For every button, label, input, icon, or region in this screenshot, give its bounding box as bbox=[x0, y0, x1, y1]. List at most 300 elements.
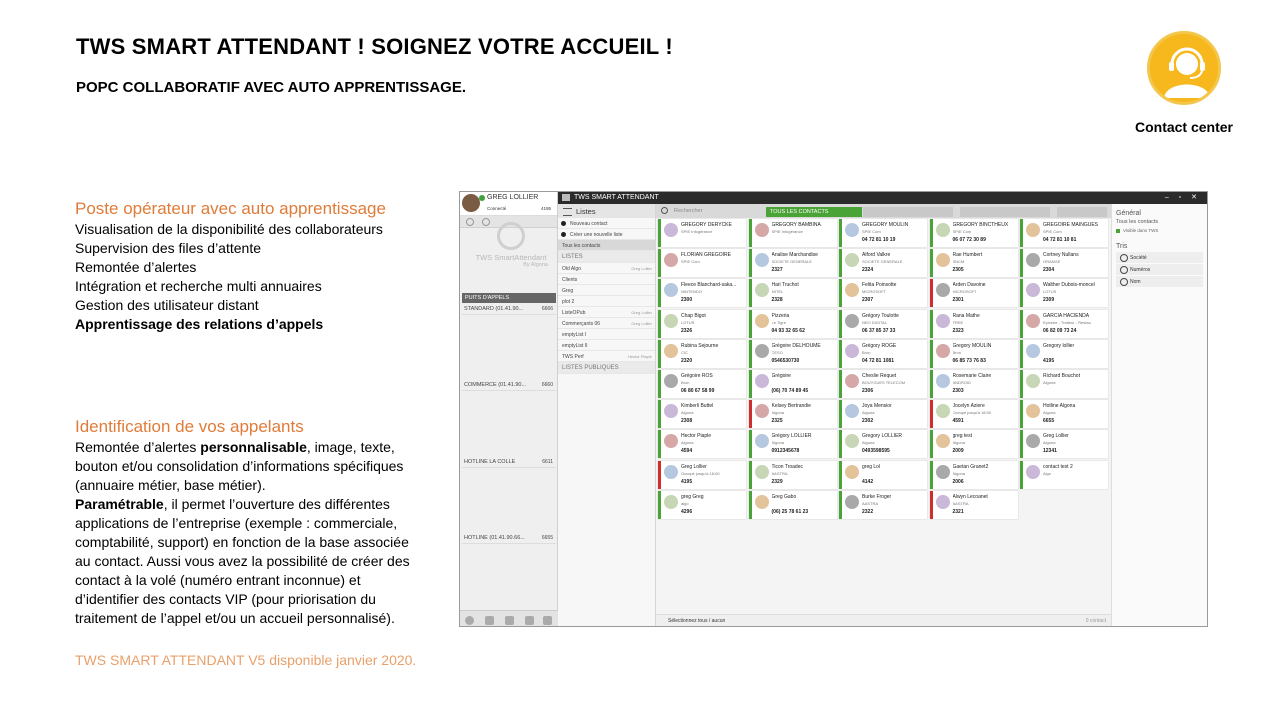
filter-chip[interactable] bbox=[960, 207, 1050, 217]
contact-name: Richard Bouchot bbox=[1043, 373, 1080, 379]
contact-name: Hector Piaple bbox=[681, 433, 712, 440]
contact-company: ORANGE bbox=[1043, 259, 1061, 265]
contact-card[interactable] bbox=[658, 430, 746, 458]
avatar bbox=[936, 434, 950, 448]
contact-number: 04 72 81 10 19 bbox=[862, 237, 896, 243]
search-icon bbox=[661, 207, 668, 214]
contact-company: ANDROID bbox=[952, 380, 971, 385]
avatar bbox=[936, 495, 950, 509]
contact-card[interactable] bbox=[1020, 219, 1108, 247]
contact-number: 06 37 85 37 33 bbox=[862, 327, 896, 334]
list-item[interactable]: Clients bbox=[558, 274, 655, 285]
contact-number: 2006 bbox=[952, 478, 964, 485]
contact-card[interactable] bbox=[839, 370, 927, 398]
user-icon[interactable] bbox=[505, 616, 514, 625]
contact-company: Epicerie - Traiteur - Restau bbox=[1043, 319, 1091, 325]
contact-number: 2302 bbox=[862, 418, 874, 425]
app-window-title: TWS SMART ATTENDANT bbox=[574, 194, 659, 201]
list-owner: Hector Piaple bbox=[627, 354, 652, 359]
contact-company: NEO DIGITAL bbox=[862, 319, 888, 325]
list-owner: Greg Lollier bbox=[631, 321, 652, 326]
contact-card[interactable] bbox=[658, 400, 746, 428]
contact-count: 0 contact bbox=[1085, 618, 1106, 624]
avatar bbox=[845, 465, 859, 479]
contact-company: CESO bbox=[771, 349, 783, 355]
contact-company: AASTRA bbox=[771, 470, 788, 476]
contact-card[interactable] bbox=[930, 491, 1018, 519]
contact-card[interactable] bbox=[749, 461, 837, 489]
list-item[interactable]: Commerçants 06 Greg Lollier bbox=[558, 318, 655, 329]
list-item[interactable]: Créer une nouvelle liste bbox=[558, 229, 655, 240]
contact-company: FREE bbox=[952, 319, 964, 325]
contact-name: Jocelyn Aziere bbox=[952, 403, 985, 410]
contact-company: CIC bbox=[681, 349, 688, 355]
contact-name: Alford Valkre bbox=[862, 252, 891, 259]
contact-company: Bron bbox=[681, 380, 690, 385]
filters-general-heading: Général bbox=[1116, 210, 1141, 217]
contact-name: FLORIAN GREGOIRE bbox=[681, 252, 732, 259]
contact-name: contact test 2 bbox=[1043, 463, 1073, 470]
sort-option[interactable]: Société bbox=[1116, 252, 1203, 263]
avatar bbox=[1026, 283, 1040, 297]
contact-company: BOUYGUES TELECOM bbox=[862, 380, 906, 385]
avatar bbox=[755, 283, 769, 297]
avatar bbox=[664, 465, 678, 479]
contact-company: NINTENDO bbox=[681, 289, 702, 295]
contact-name: greg Lol bbox=[862, 463, 881, 470]
contact-company: Algona bbox=[771, 410, 784, 416]
contact-company: AASTRA bbox=[862, 500, 879, 506]
avatar bbox=[845, 223, 859, 237]
contact-card[interactable] bbox=[930, 249, 1018, 277]
contact-number: 2306 bbox=[862, 388, 874, 394]
contact-number: 4195 bbox=[1043, 357, 1055, 364]
avatar bbox=[755, 465, 769, 479]
home-icon[interactable] bbox=[562, 194, 570, 201]
contact-company: Algona bbox=[862, 410, 875, 416]
contact-name: Kimberli Buttel bbox=[681, 403, 714, 410]
contact-name: Cortney Nullans bbox=[1043, 252, 1079, 259]
users-icon[interactable] bbox=[485, 616, 494, 625]
contact-company: MITEL bbox=[771, 289, 784, 295]
contact-card[interactable] bbox=[930, 279, 1018, 307]
contact-card[interactable] bbox=[1020, 340, 1108, 368]
contact-number: 2301 bbox=[952, 297, 964, 304]
contact-company: MICROSOFT bbox=[862, 289, 886, 295]
contact-name: GREGOIRE MAINGUES bbox=[1043, 222, 1099, 228]
avatar bbox=[1026, 404, 1040, 418]
queue-item[interactable]: COMMERCE (01.41.90... 6660 bbox=[462, 380, 556, 391]
contact-card[interactable] bbox=[658, 310, 746, 338]
contact-name: GREGORY BAMBINA bbox=[771, 222, 821, 228]
contact-company: Occupé jusqu'à 18:00 bbox=[681, 470, 720, 476]
contact-card[interactable] bbox=[839, 249, 927, 277]
contact-company: SOCIETE GENERALE bbox=[771, 259, 812, 265]
contact-card[interactable] bbox=[839, 400, 927, 428]
avatar bbox=[936, 223, 950, 237]
contact-name: Rae Humbert bbox=[952, 252, 983, 259]
contact-name: Gregory LOLLIER bbox=[862, 433, 903, 440]
contact-card[interactable] bbox=[749, 370, 837, 398]
contact-card[interactable] bbox=[1020, 461, 1108, 489]
contact-company: algo bbox=[681, 500, 689, 506]
contact-card[interactable] bbox=[839, 279, 927, 307]
filter-chip[interactable]: TOUS LES CONTACTS bbox=[766, 207, 862, 217]
sort-option[interactable]: Numéros bbox=[1116, 264, 1203, 275]
queue-item[interactable]: HOTLINE (01.41.90.66... 6655 bbox=[462, 533, 556, 544]
contact-company: Algona bbox=[952, 470, 965, 476]
section-caller-identification bbox=[75, 415, 420, 628]
contact-number: 2321 bbox=[952, 508, 964, 515]
contact-card[interactable] bbox=[839, 310, 927, 338]
contact-card[interactable] bbox=[749, 249, 837, 277]
operator-name: GREG LOLLIER bbox=[487, 194, 539, 201]
filters-all-contacts[interactable]: Tous les contacts bbox=[1116, 219, 1159, 225]
contact-card[interactable] bbox=[930, 310, 1018, 338]
brand-logo: TWS SmartAttendant By Algona bbox=[466, 222, 556, 268]
contact-name: Gregory MOULIN bbox=[952, 342, 992, 349]
contact-company: Algona bbox=[1043, 380, 1056, 385]
list-owner: Greg Lollier bbox=[631, 266, 652, 271]
contact-card[interactable] bbox=[839, 219, 927, 247]
section-heading: Poste opérateur avec auto apprentissage bbox=[75, 199, 386, 218]
contact-name: Hari Truchot bbox=[771, 282, 799, 289]
window-icon[interactable] bbox=[543, 616, 552, 625]
contact-company: Bron bbox=[862, 349, 871, 355]
contact-name: GREGORY BINCTHEUX bbox=[952, 222, 1009, 228]
contact-card[interactable] bbox=[658, 370, 746, 398]
avatar bbox=[755, 404, 769, 418]
contact-company: LOTUS bbox=[1043, 289, 1057, 295]
contact-card[interactable] bbox=[930, 400, 1018, 428]
avatar bbox=[664, 404, 678, 418]
contact-name: Walther Dubois-moncel bbox=[1043, 282, 1095, 289]
contact-number: 2307 bbox=[862, 297, 874, 304]
contact-number: 2304 bbox=[1043, 267, 1055, 274]
contact-card[interactable] bbox=[749, 491, 837, 519]
avatar bbox=[845, 404, 859, 418]
sort-option[interactable]: Nom bbox=[1116, 276, 1203, 287]
slide-subtitle: POPC COLLABORATIF AVEC AUTO APPRENTISSAGE. bbox=[76, 79, 467, 96]
queue-item[interactable]: STANDARD (01.41.90... 6666 bbox=[462, 304, 556, 315]
list-item[interactable]: TWS Perf Hector Piaple bbox=[558, 351, 655, 362]
contact-company: MICROSOFT bbox=[952, 289, 977, 295]
contact-company: Algona bbox=[862, 440, 875, 446]
contact-company: Algona bbox=[681, 410, 694, 416]
contact-company: Algona bbox=[681, 440, 694, 446]
contact-name: greg test bbox=[952, 433, 972, 440]
contact-number: 04 72 81 10 81 bbox=[1043, 237, 1077, 243]
contact-number: 06 82 09 73 24 bbox=[1043, 327, 1077, 334]
contact-company: Algona bbox=[1043, 440, 1056, 446]
contact-number: 2303 bbox=[952, 388, 964, 394]
contact-card[interactable] bbox=[930, 219, 1018, 247]
avatar bbox=[664, 314, 678, 328]
avatar bbox=[845, 434, 859, 448]
contact-number: 4142 bbox=[862, 478, 874, 485]
avatar bbox=[664, 283, 678, 297]
list-item[interactable]: emptyList I bbox=[558, 329, 655, 340]
availability-note: TWS SMART ATTENDANT V5 disponible janvier 2020. bbox=[75, 652, 417, 668]
contact-number: 06 80 67 58 99 bbox=[681, 388, 715, 394]
paragraph-parametrable: Paramétrable, il permet l’ouverture des différentes applications de l’entreprise (exemple : commerciale, comptabilité, support) en fonction de la base associée au contact. Aussi vous avez la possibilité de créer des contact à la volé (numéro entrant inconnue) et d’identifier des contacts VIP (pour priorisation du traitement de l’appel et/ou un accueil personnalisé). bbox=[75, 496, 410, 626]
avatar bbox=[664, 253, 678, 267]
avatar bbox=[755, 495, 769, 509]
avatar bbox=[462, 194, 480, 212]
avatar bbox=[664, 495, 678, 509]
avatar bbox=[664, 434, 678, 448]
contact-name: Alwyn Lecoanet bbox=[952, 493, 988, 500]
avatar bbox=[755, 434, 769, 448]
contact-card[interactable] bbox=[930, 340, 1018, 368]
filter-chip[interactable] bbox=[1057, 207, 1107, 217]
contact-number: 04 93 32 65 62 bbox=[771, 327, 805, 334]
contact-name: Grégory ROGE bbox=[862, 342, 897, 349]
contact-number: (06) 70 74 89 45 bbox=[771, 388, 809, 394]
contact-number: 4195 bbox=[681, 478, 693, 485]
contact-card[interactable] bbox=[658, 279, 746, 307]
grid-footer bbox=[656, 614, 1112, 626]
contact-number: 2329 bbox=[771, 478, 783, 485]
list-item[interactable]: emptyList II bbox=[558, 340, 655, 351]
contact-card[interactable] bbox=[749, 219, 837, 247]
contact-name: Greg Lollier bbox=[1043, 433, 1069, 440]
avatar bbox=[755, 344, 769, 358]
contact-name: Cheslie Requet bbox=[862, 373, 897, 379]
contact-company: SPIE Com bbox=[681, 259, 700, 265]
contact-name: Grégoire ROS bbox=[681, 373, 713, 379]
avatar bbox=[936, 404, 950, 418]
contact-number: 04 72 81 1081 bbox=[862, 357, 894, 364]
select-all-toggle[interactable]: Sélectionnez tous / aucun bbox=[668, 618, 726, 624]
list-item[interactable]: Greg bbox=[558, 285, 655, 296]
lists-header: Listes bbox=[558, 204, 655, 218]
avatar bbox=[845, 314, 859, 328]
operator-panel bbox=[460, 192, 558, 627]
contact-card[interactable] bbox=[1020, 370, 1108, 398]
avatar bbox=[1026, 223, 1040, 237]
feature-line: Gestion des utilisateur distant bbox=[75, 297, 259, 313]
contact-card[interactable] bbox=[1020, 249, 1108, 277]
contact-number: (06) 25 78 61 23 bbox=[771, 508, 809, 515]
avatar bbox=[1026, 314, 1040, 328]
contact-company: SPIE Com bbox=[1043, 229, 1062, 234]
contact-card[interactable] bbox=[749, 400, 837, 428]
avatar bbox=[755, 314, 769, 328]
contact-name: Grégoire bbox=[771, 373, 791, 379]
contact-card[interactable] bbox=[658, 491, 746, 519]
call-pool-header: PUITS D'APPELS bbox=[462, 293, 556, 303]
contact-company: Algona bbox=[771, 440, 784, 446]
list-owner: Greg Lollier bbox=[631, 310, 652, 315]
list-item[interactable]: Nouveau contact bbox=[558, 218, 655, 229]
contact-company: Bron bbox=[952, 349, 961, 355]
contact-name: greg Greg bbox=[681, 493, 704, 500]
avatar bbox=[936, 283, 950, 297]
avatar bbox=[845, 374, 859, 388]
list-item[interactable]: Old Algo Greg Lollier bbox=[558, 263, 655, 274]
contact-company: LOTUS bbox=[681, 319, 695, 325]
contact-card[interactable] bbox=[930, 370, 1018, 398]
contact-name: Hotline Algona bbox=[1043, 403, 1076, 410]
contact-number: 2325 bbox=[771, 418, 783, 425]
contact-number: 2300 bbox=[681, 297, 693, 304]
contact-card[interactable] bbox=[749, 310, 837, 338]
contact-card[interactable] bbox=[1020, 310, 1108, 338]
feature-line: Intégration et recherche multi annuaires bbox=[75, 278, 322, 294]
filters-panel bbox=[1111, 204, 1207, 627]
contact-number: 06 85 73 76 83 bbox=[952, 357, 986, 364]
avatar bbox=[755, 253, 769, 267]
lists-panel bbox=[558, 204, 656, 627]
contact-name: Kelsey Bertrandie bbox=[771, 403, 811, 410]
contact-card[interactable] bbox=[658, 340, 746, 368]
contacts-grid bbox=[658, 219, 1110, 579]
operator-status[interactable]: Connecté bbox=[487, 206, 507, 211]
search-input[interactable]: Rechercher bbox=[674, 208, 703, 214]
contact-name: Pizzeria bbox=[771, 312, 790, 319]
avatar bbox=[664, 344, 678, 358]
contact-company: SPIE Com bbox=[862, 229, 881, 234]
contact-company: Algona bbox=[952, 440, 965, 446]
contact-name: Chap Bigot bbox=[681, 312, 706, 319]
avatar bbox=[1026, 253, 1040, 267]
contact-company: SPIE Infogérance bbox=[681, 229, 713, 234]
contact-name: GREGORY DERYCKE bbox=[681, 222, 732, 228]
contact-company: SPIE Com bbox=[952, 229, 972, 234]
avatar bbox=[936, 465, 950, 479]
operator-footer-toolbar bbox=[460, 610, 558, 627]
contact-name: GARCIA HACIENDA bbox=[1043, 312, 1090, 319]
contact-number: 2320 bbox=[681, 357, 693, 364]
contact-number: 12341 bbox=[1043, 448, 1057, 455]
contact-number: 2323 bbox=[952, 327, 964, 334]
contact-card[interactable] bbox=[749, 340, 837, 368]
contact-card[interactable] bbox=[1020, 430, 1108, 458]
contact-card[interactable] bbox=[658, 461, 746, 489]
contact-number: 06 07 72 30 89 bbox=[952, 237, 986, 243]
window-controls[interactable]: – ▫ ✕ bbox=[1164, 194, 1201, 201]
contact-card[interactable] bbox=[658, 249, 746, 277]
avatar bbox=[845, 495, 859, 509]
paragraph-alerts: Remontée d’alertes personnalisable, image, texte, bouton et/ou consolidation d’informations spécifiques (annuaire métier, base métier). bbox=[75, 439, 404, 493]
contact-name: Felita Poinsotte bbox=[862, 282, 897, 289]
avatar bbox=[1026, 374, 1040, 388]
contact-name: Joya Mensior bbox=[862, 403, 892, 410]
section-heading: Identification de vos appelants bbox=[75, 417, 304, 436]
contact-number: 2322 bbox=[862, 508, 874, 515]
contact-company: Algona bbox=[1043, 410, 1056, 416]
list-section-header: LISTES PUBLIQUES bbox=[558, 362, 655, 374]
contact-number: 2324 bbox=[862, 267, 874, 274]
avatar bbox=[936, 344, 950, 358]
contact-name: Analise Marchandise bbox=[771, 252, 818, 259]
contact-name: Burke Froger bbox=[862, 493, 892, 500]
contact-name: Grégory LOLLIER bbox=[771, 433, 812, 440]
tws-icon[interactable] bbox=[465, 616, 474, 625]
contact-number: 4594 bbox=[681, 448, 693, 455]
avatar bbox=[1026, 434, 1040, 448]
contact-name: Arden Davoine bbox=[952, 282, 986, 289]
avatar bbox=[845, 253, 859, 267]
contact-card[interactable] bbox=[839, 340, 927, 368]
tws-logo-icon bbox=[497, 222, 525, 250]
feature-line: Remontée d’alertes bbox=[75, 259, 197, 275]
avatar bbox=[936, 374, 950, 388]
list-item[interactable]: Tous les contacts bbox=[558, 240, 655, 251]
contact-company: SNCM bbox=[952, 259, 965, 265]
contact-name: Rana Mathe bbox=[952, 312, 980, 319]
contact-company: Occupé jusqu'à 18:00 bbox=[952, 410, 992, 416]
contact-number: 2327 bbox=[771, 267, 783, 274]
contact-number: 0493598595 bbox=[862, 448, 890, 455]
contact-company: SPIE Infogérance bbox=[771, 229, 803, 234]
contact-center-label: Contact center bbox=[1134, 119, 1234, 135]
contact-card[interactable] bbox=[839, 461, 927, 489]
contact-card[interactable] bbox=[930, 461, 1018, 489]
contact-company: Le Tigre bbox=[771, 319, 786, 325]
contact-card[interactable] bbox=[1020, 400, 1108, 428]
filters-sort-heading: Tris bbox=[1116, 243, 1128, 250]
document-icon[interactable] bbox=[525, 616, 534, 625]
avatar bbox=[936, 253, 950, 267]
contact-card[interactable] bbox=[930, 430, 1018, 458]
contact-name: Rubina Sejourne bbox=[681, 342, 719, 349]
avatar bbox=[664, 374, 678, 388]
feature-line-bold: Apprentissage des relations d’appels bbox=[75, 316, 324, 332]
list-item[interactable]: ListeOPub Greg Lollier bbox=[558, 307, 655, 318]
feature-line: Visualisation de la disponibilité des collaborateurs bbox=[75, 221, 383, 237]
contact-company: SOCIETE GENERALE bbox=[862, 259, 903, 265]
queue-item[interactable]: HOTLINE LA COLLE 6611 bbox=[462, 457, 556, 468]
feature-line: Supervision des files d’attente bbox=[75, 240, 261, 256]
contact-number: 2308 bbox=[681, 418, 693, 425]
contact-number: 2305 bbox=[952, 267, 964, 274]
avatar bbox=[664, 223, 678, 237]
avatar bbox=[845, 283, 859, 297]
contact-card[interactable] bbox=[749, 430, 837, 458]
contact-card[interactable] bbox=[839, 491, 927, 519]
avatar bbox=[936, 314, 950, 328]
slide-title: TWS SMART ATTENDANT ! SOIGNEZ VOTRE ACCUEIL ! bbox=[76, 34, 673, 59]
avatar bbox=[1026, 344, 1040, 358]
contact-number: 0546530730 bbox=[771, 357, 800, 364]
contact-number: 2326 bbox=[681, 327, 693, 334]
operator-header bbox=[460, 192, 557, 216]
contact-number: 2328 bbox=[771, 297, 783, 304]
operator-headset-icon bbox=[1147, 31, 1221, 105]
contact-name: Ticon Troadec bbox=[771, 463, 803, 470]
avatar bbox=[755, 223, 769, 237]
contact-card[interactable] bbox=[749, 279, 837, 307]
section-operator-station bbox=[75, 197, 420, 334]
contact-name: Grégory Toulotte bbox=[862, 312, 899, 319]
contact-name: Rosemarie Claire bbox=[952, 373, 992, 379]
contact-name: Greg Gabo bbox=[771, 493, 797, 500]
contact-number: 4296 bbox=[681, 508, 693, 515]
visible-checkbox[interactable]: Visible dans TWS bbox=[1116, 228, 1203, 233]
contact-number: 2009 bbox=[952, 448, 964, 455]
contact-card[interactable] bbox=[839, 430, 927, 458]
contact-card[interactable] bbox=[1020, 279, 1108, 307]
contact-company: AASTRA bbox=[952, 500, 969, 506]
contact-company: Algo bbox=[1043, 470, 1052, 476]
contact-name: Gaetan Granet2 bbox=[952, 463, 989, 470]
filter-chip[interactable] bbox=[863, 207, 953, 217]
list-item[interactable]: plot 2 bbox=[558, 296, 655, 307]
app-titlebar bbox=[558, 192, 1207, 204]
contact-card[interactable] bbox=[658, 219, 746, 247]
